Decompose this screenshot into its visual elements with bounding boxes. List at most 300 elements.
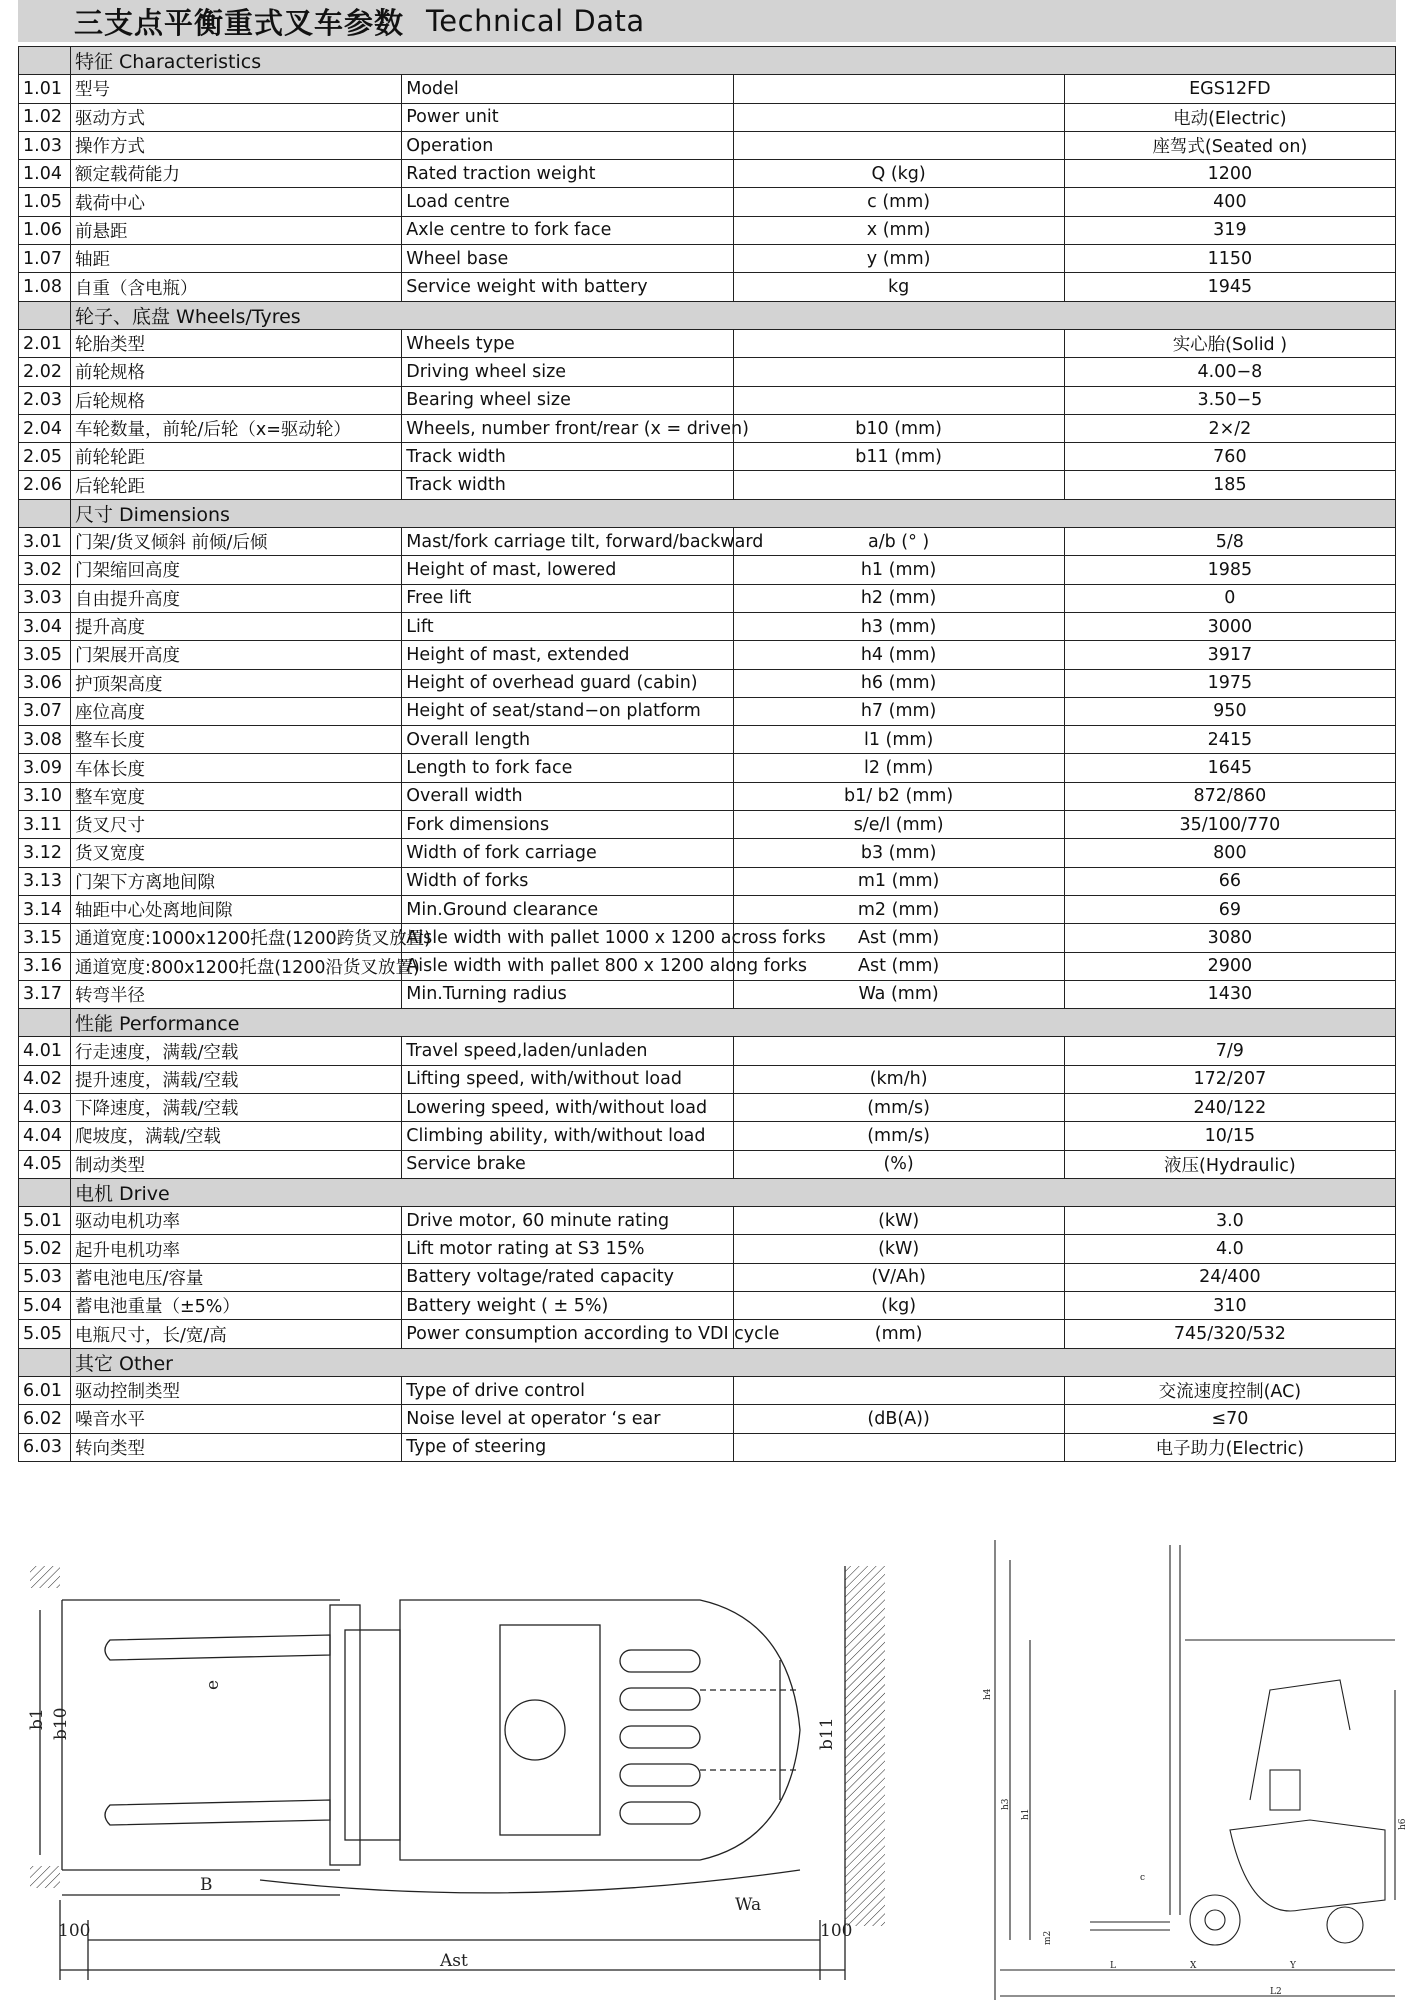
table-row bbox=[19, 528, 1396, 556]
row-label-en: Aisle width with pallet 1000 x 1200 across forks bbox=[402, 924, 733, 952]
table-row bbox=[19, 782, 1396, 810]
row-unit bbox=[733, 471, 1064, 499]
table-row bbox=[19, 924, 1396, 952]
row-label-zh: 驱动方式 bbox=[71, 103, 402, 131]
row-number: 2.06 bbox=[19, 471, 71, 499]
section-title: 尺寸 Dimensions bbox=[71, 499, 1396, 527]
row-label-en: Battery voltage/rated capacity bbox=[402, 1263, 733, 1291]
row-unit: b3 (mm) bbox=[733, 839, 1064, 867]
label-L2: L2 bbox=[1270, 1987, 1282, 1997]
section-header bbox=[19, 1348, 1396, 1376]
row-number: 3.03 bbox=[19, 584, 71, 612]
spec-table bbox=[18, 46, 1396, 1462]
section-header bbox=[19, 1009, 1396, 1037]
row-label-en: Overall length bbox=[402, 726, 733, 754]
row-label-en: Load centre bbox=[402, 188, 733, 216]
row-label-zh: 载荷中心 bbox=[71, 188, 402, 216]
row-label-zh: 操作方式 bbox=[71, 131, 402, 159]
label-100-right: 100 bbox=[820, 1921, 853, 1941]
row-label-zh: 前轮规格 bbox=[71, 358, 402, 386]
row-number: 5.05 bbox=[19, 1320, 71, 1348]
row-number: 6.01 bbox=[19, 1376, 71, 1404]
row-label-en: Climbing ability, with/without load bbox=[402, 1122, 733, 1150]
row-number: 1.03 bbox=[19, 131, 71, 159]
row-number: 5.03 bbox=[19, 1263, 71, 1291]
table-row bbox=[19, 754, 1396, 782]
row-number: 2.02 bbox=[19, 358, 71, 386]
row-value: 2415 bbox=[1064, 726, 1395, 754]
title-english: Technical Data bbox=[426, 4, 645, 38]
label-m2: m2 bbox=[1043, 1930, 1053, 1945]
table-row bbox=[19, 641, 1396, 669]
section-header-blank bbox=[19, 499, 71, 527]
row-unit: Ast (mm) bbox=[733, 924, 1064, 952]
row-value: 1150 bbox=[1064, 245, 1395, 273]
label-Ast: Ast bbox=[440, 1951, 468, 1971]
row-label-zh: 前悬距 bbox=[71, 216, 402, 244]
table-row bbox=[19, 1093, 1396, 1121]
row-label-zh: 轮胎类型 bbox=[71, 329, 402, 357]
row-label-en: Height of mast, lowered bbox=[402, 556, 733, 584]
row-unit: (kW) bbox=[733, 1207, 1064, 1235]
row-number: 3.12 bbox=[19, 839, 71, 867]
row-value: 2900 bbox=[1064, 952, 1395, 980]
table-row bbox=[19, 1376, 1396, 1404]
row-label-en: Height of seat/stand−on platform bbox=[402, 697, 733, 725]
row-unit: (mm/s) bbox=[733, 1122, 1064, 1150]
section-header-blank bbox=[19, 1009, 71, 1037]
row-label-en: Length to fork face bbox=[402, 754, 733, 782]
row-label-en: Lowering speed, with/without load bbox=[402, 1093, 733, 1121]
row-value: EGS12FD bbox=[1064, 75, 1395, 103]
row-unit: (kW) bbox=[733, 1235, 1064, 1263]
table-row bbox=[19, 103, 1396, 131]
label-h1: h1 bbox=[1021, 1808, 1031, 1820]
row-number: 4.03 bbox=[19, 1093, 71, 1121]
row-label-zh: 轴距中心处离地间隙 bbox=[71, 895, 402, 923]
row-label-zh: 噪音水平 bbox=[71, 1405, 402, 1433]
row-unit: m2 (mm) bbox=[733, 895, 1064, 923]
row-value: 4.00−8 bbox=[1064, 358, 1395, 386]
row-label-en: Mast/fork carriage tilt, forward/backward bbox=[402, 528, 733, 556]
section-header-blank bbox=[19, 301, 71, 329]
row-label-zh: 驱动电机功率 bbox=[71, 1207, 402, 1235]
row-label-en: Height of overhead guard (cabin) bbox=[402, 669, 733, 697]
row-label-zh: 型号 bbox=[71, 75, 402, 103]
row-label-zh: 通道宽度:1000x1200托盘(1200跨货叉放置) bbox=[71, 924, 402, 952]
row-value: 液压(Hydraulic) bbox=[1064, 1150, 1395, 1178]
row-unit: (%) bbox=[733, 1150, 1064, 1178]
row-number: 3.05 bbox=[19, 641, 71, 669]
table-row bbox=[19, 1405, 1396, 1433]
row-label-zh: 护顶架高度 bbox=[71, 669, 402, 697]
row-number: 3.04 bbox=[19, 612, 71, 640]
row-label-en: Lift motor rating at S3 15% bbox=[402, 1235, 733, 1263]
section-title: 电机 Drive bbox=[71, 1178, 1396, 1206]
row-label-zh: 下降速度，满载/空载 bbox=[71, 1093, 402, 1121]
row-value: 319 bbox=[1064, 216, 1395, 244]
row-value: 电动(Electric) bbox=[1064, 103, 1395, 131]
section-header-blank bbox=[19, 47, 71, 75]
row-value: 3080 bbox=[1064, 924, 1395, 952]
row-label-zh: 门架/货叉倾斜 前倾/后倾 bbox=[71, 528, 402, 556]
table-row bbox=[19, 386, 1396, 414]
row-label-en: Bearing wheel size bbox=[402, 386, 733, 414]
row-number: 3.16 bbox=[19, 952, 71, 980]
row-number: 2.04 bbox=[19, 414, 71, 442]
row-unit: (mm) bbox=[733, 1320, 1064, 1348]
row-number: 6.03 bbox=[19, 1433, 71, 1461]
row-number: 3.06 bbox=[19, 669, 71, 697]
row-number: 3.13 bbox=[19, 867, 71, 895]
table-row bbox=[19, 1207, 1396, 1235]
table-row bbox=[19, 1292, 1396, 1320]
row-unit bbox=[733, 386, 1064, 414]
row-number: 1.01 bbox=[19, 75, 71, 103]
section-header bbox=[19, 47, 1396, 75]
row-label-en: Battery weight ( ± 5%) bbox=[402, 1292, 733, 1320]
row-unit bbox=[733, 1376, 1064, 1404]
row-label-zh: 货叉宽度 bbox=[71, 839, 402, 867]
row-label-en: Type of drive control bbox=[402, 1376, 733, 1404]
row-label-zh: 提升高度 bbox=[71, 612, 402, 640]
label-h6: h6 bbox=[1398, 1818, 1408, 1830]
row-value: 66 bbox=[1064, 867, 1395, 895]
page-header bbox=[18, 0, 1396, 42]
section-title: 特征 Characteristics bbox=[71, 47, 1396, 75]
row-unit: c (mm) bbox=[733, 188, 1064, 216]
row-label-en: Free lift bbox=[402, 584, 733, 612]
row-label-en: Axle centre to fork face bbox=[402, 216, 733, 244]
row-label-en: Service weight with battery bbox=[402, 273, 733, 301]
row-value: 3.0 bbox=[1064, 1207, 1395, 1235]
row-unit: h6 (mm) bbox=[733, 669, 1064, 697]
row-value: 电子助力(Electric) bbox=[1064, 1433, 1395, 1461]
row-number: 1.07 bbox=[19, 245, 71, 273]
row-label-zh: 提升速度，满载/空载 bbox=[71, 1065, 402, 1093]
row-label-zh: 后轮规格 bbox=[71, 386, 402, 414]
row-label-en: Lifting speed, with/without load bbox=[402, 1065, 733, 1093]
table-row bbox=[19, 697, 1396, 725]
row-value: 0 bbox=[1064, 584, 1395, 612]
section-title: 轮子、底盘 Wheels/Tyres bbox=[71, 301, 1396, 329]
row-label-zh: 爬坡度，满载/空载 bbox=[71, 1122, 402, 1150]
row-label-zh: 车体长度 bbox=[71, 754, 402, 782]
row-number: 1.06 bbox=[19, 216, 71, 244]
section-header-blank bbox=[19, 1348, 71, 1376]
row-label-zh: 转向类型 bbox=[71, 1433, 402, 1461]
row-label-zh: 货叉尺寸 bbox=[71, 811, 402, 839]
row-value: 座驾式(Seated on) bbox=[1064, 131, 1395, 159]
row-value: 35/100/770 bbox=[1064, 811, 1395, 839]
row-unit: (kg) bbox=[733, 1292, 1064, 1320]
section-title: 其它 Other bbox=[71, 1348, 1396, 1376]
table-row bbox=[19, 443, 1396, 471]
row-label-zh: 前轮轮距 bbox=[71, 443, 402, 471]
table-row bbox=[19, 273, 1396, 301]
table-row bbox=[19, 75, 1396, 103]
row-unit bbox=[733, 358, 1064, 386]
table-row bbox=[19, 839, 1396, 867]
label-Wa: Wa bbox=[735, 1895, 762, 1915]
row-unit: Ast (mm) bbox=[733, 952, 1064, 980]
row-value: ≤70 bbox=[1064, 1405, 1395, 1433]
row-label-zh: 额定载荷能力 bbox=[71, 160, 402, 188]
row-label-zh: 后轮轮距 bbox=[71, 471, 402, 499]
table-row bbox=[19, 612, 1396, 640]
row-label-en: Service brake bbox=[402, 1150, 733, 1178]
table-row bbox=[19, 726, 1396, 754]
row-value: 1985 bbox=[1064, 556, 1395, 584]
table-row bbox=[19, 584, 1396, 612]
row-unit bbox=[733, 1433, 1064, 1461]
row-number: 3.08 bbox=[19, 726, 71, 754]
row-label-en: Type of steering bbox=[402, 1433, 733, 1461]
row-number: 4.04 bbox=[19, 1122, 71, 1150]
table-row bbox=[19, 131, 1396, 159]
row-label-zh: 通道宽度:800x1200托盘(1200沿货叉放置) bbox=[71, 952, 402, 980]
row-unit bbox=[733, 329, 1064, 357]
row-label-en: Track width bbox=[402, 443, 733, 471]
table-row bbox=[19, 1320, 1396, 1348]
table-row bbox=[19, 216, 1396, 244]
row-label-zh: 驱动控制类型 bbox=[71, 1376, 402, 1404]
section-header bbox=[19, 1178, 1396, 1206]
table-row bbox=[19, 414, 1396, 442]
row-label-en: Noise level at operator ‘s ear bbox=[402, 1405, 733, 1433]
table-row bbox=[19, 811, 1396, 839]
row-unit bbox=[733, 131, 1064, 159]
row-label-zh: 蓄电池电压/容量 bbox=[71, 1263, 402, 1291]
table-row bbox=[19, 895, 1396, 923]
label-c: c bbox=[1140, 1873, 1146, 1883]
row-label-en: Width of forks bbox=[402, 867, 733, 895]
row-unit: x (mm) bbox=[733, 216, 1064, 244]
row-label-zh: 电瓶尺寸，长/宽/高 bbox=[71, 1320, 402, 1348]
label-h3: h3 bbox=[1001, 1798, 1011, 1810]
row-value: 310 bbox=[1064, 1292, 1395, 1320]
section-header-blank bbox=[19, 1178, 71, 1206]
row-value: 1945 bbox=[1064, 273, 1395, 301]
row-value: 1200 bbox=[1064, 160, 1395, 188]
row-unit: b1/ b2 (mm) bbox=[733, 782, 1064, 810]
row-number: 1.05 bbox=[19, 188, 71, 216]
row-label-zh: 起升电机功率 bbox=[71, 1235, 402, 1263]
table-row bbox=[19, 1235, 1396, 1263]
row-label-zh: 门架缩回高度 bbox=[71, 556, 402, 584]
row-value: 69 bbox=[1064, 895, 1395, 923]
label-X: X bbox=[1190, 1961, 1197, 1971]
row-label-en: Height of mast, extended bbox=[402, 641, 733, 669]
row-number: 3.07 bbox=[19, 697, 71, 725]
row-label-en: Overall width bbox=[402, 782, 733, 810]
table-row bbox=[19, 1065, 1396, 1093]
row-value: 872/860 bbox=[1064, 782, 1395, 810]
row-label-en: Driving wheel size bbox=[402, 358, 733, 386]
row-unit: l2 (mm) bbox=[733, 754, 1064, 782]
row-unit: h3 (mm) bbox=[733, 612, 1064, 640]
row-number: 5.04 bbox=[19, 1292, 71, 1320]
row-label-zh: 门架展开高度 bbox=[71, 641, 402, 669]
row-value: 10/15 bbox=[1064, 1122, 1395, 1150]
row-label-zh: 整车宽度 bbox=[71, 782, 402, 810]
row-label-en: Min.Turning radius bbox=[402, 980, 733, 1008]
row-unit: a/b (° ) bbox=[733, 528, 1064, 556]
row-number: 3.01 bbox=[19, 528, 71, 556]
row-label-zh: 蓄电池重量（±5%） bbox=[71, 1292, 402, 1320]
row-label-en: Wheel base bbox=[402, 245, 733, 273]
row-label-zh: 座位高度 bbox=[71, 697, 402, 725]
row-label-en: Fork dimensions bbox=[402, 811, 733, 839]
row-number: 3.11 bbox=[19, 811, 71, 839]
table-row bbox=[19, 556, 1396, 584]
row-value: 7/9 bbox=[1064, 1037, 1395, 1065]
row-unit: kg bbox=[733, 273, 1064, 301]
row-label-zh: 行走速度，满载/空载 bbox=[71, 1037, 402, 1065]
section-header bbox=[19, 301, 1396, 329]
title-chinese: 三支点平衡重式叉车参数 bbox=[74, 5, 405, 40]
table-row bbox=[19, 160, 1396, 188]
row-number: 5.02 bbox=[19, 1235, 71, 1263]
row-number: 3.17 bbox=[19, 980, 71, 1008]
row-number: 2.01 bbox=[19, 329, 71, 357]
row-label-zh: 整车长度 bbox=[71, 726, 402, 754]
row-label-en: Power unit bbox=[402, 103, 733, 131]
table-row bbox=[19, 867, 1396, 895]
row-number: 3.02 bbox=[19, 556, 71, 584]
table-row bbox=[19, 1037, 1396, 1065]
row-value: 2×/2 bbox=[1064, 414, 1395, 442]
row-unit bbox=[733, 103, 1064, 131]
table-row bbox=[19, 245, 1396, 273]
label-b11: b11 bbox=[817, 1717, 837, 1750]
row-number: 1.02 bbox=[19, 103, 71, 131]
row-value: 3917 bbox=[1064, 641, 1395, 669]
row-number: 4.01 bbox=[19, 1037, 71, 1065]
row-label-zh: 制动类型 bbox=[71, 1150, 402, 1178]
row-label-en: Power consumption according to VDI cycle bbox=[402, 1320, 733, 1348]
table-row bbox=[19, 952, 1396, 980]
row-unit: h1 (mm) bbox=[733, 556, 1064, 584]
label-L: L bbox=[1110, 1961, 1116, 1971]
row-unit: h4 (mm) bbox=[733, 641, 1064, 669]
row-label-en: Min.Ground clearance bbox=[402, 895, 733, 923]
label-b10: b10 bbox=[51, 1707, 71, 1740]
row-label-en: Wheels type bbox=[402, 329, 733, 357]
label-B: B bbox=[200, 1875, 213, 1895]
row-unit bbox=[733, 75, 1064, 103]
row-value: 24/400 bbox=[1064, 1263, 1395, 1291]
row-number: 3.09 bbox=[19, 754, 71, 782]
row-label-en: Lift bbox=[402, 612, 733, 640]
table-row bbox=[19, 980, 1396, 1008]
table-row bbox=[19, 1263, 1396, 1291]
row-unit: l1 (mm) bbox=[733, 726, 1064, 754]
top-view-drawing bbox=[30, 1566, 885, 1980]
row-label-zh: 自重（含电瓶） bbox=[71, 273, 402, 301]
table-row bbox=[19, 188, 1396, 216]
row-label-en: Wheels, number front/rear (x = driven) bbox=[402, 414, 733, 442]
row-unit: Wa (mm) bbox=[733, 980, 1064, 1008]
row-number: 1.04 bbox=[19, 160, 71, 188]
row-unit: (km/h) bbox=[733, 1065, 1064, 1093]
table-row bbox=[19, 1433, 1396, 1461]
row-number: 2.03 bbox=[19, 386, 71, 414]
row-label-zh: 轴距 bbox=[71, 245, 402, 273]
row-value: 400 bbox=[1064, 188, 1395, 216]
row-unit: h7 (mm) bbox=[733, 697, 1064, 725]
row-label-zh: 转弯半径 bbox=[71, 980, 402, 1008]
row-label-en: Rated traction weight bbox=[402, 160, 733, 188]
row-value: 3.50−5 bbox=[1064, 386, 1395, 414]
row-value: 760 bbox=[1064, 443, 1395, 471]
label-100-left: 100 bbox=[58, 1921, 91, 1941]
row-value: 240/122 bbox=[1064, 1093, 1395, 1121]
dimension-drawings bbox=[0, 1500, 1421, 2012]
row-unit: b10 (mm) bbox=[733, 414, 1064, 442]
side-view-drawing bbox=[995, 1540, 1395, 2000]
row-number: 4.02 bbox=[19, 1065, 71, 1093]
row-value: 3000 bbox=[1064, 612, 1395, 640]
row-unit bbox=[733, 1037, 1064, 1065]
row-unit: b11 (mm) bbox=[733, 443, 1064, 471]
row-unit: h2 (mm) bbox=[733, 584, 1064, 612]
row-value: 950 bbox=[1064, 697, 1395, 725]
table-row bbox=[19, 358, 1396, 386]
row-value: 172/207 bbox=[1064, 1065, 1395, 1093]
row-label-zh: 车轮数量，前轮/后轮（x=驱动轮） bbox=[71, 414, 402, 442]
row-value: 1645 bbox=[1064, 754, 1395, 782]
row-number: 5.01 bbox=[19, 1207, 71, 1235]
row-number: 3.10 bbox=[19, 782, 71, 810]
row-value: 745/320/532 bbox=[1064, 1320, 1395, 1348]
row-value: 1975 bbox=[1064, 669, 1395, 697]
row-unit: (V/Ah) bbox=[733, 1263, 1064, 1291]
row-number: 6.02 bbox=[19, 1405, 71, 1433]
row-label-en: Track width bbox=[402, 471, 733, 499]
row-value: 185 bbox=[1064, 471, 1395, 499]
row-value: 交流速度控制(AC) bbox=[1064, 1376, 1395, 1404]
row-label-en: Operation bbox=[402, 131, 733, 159]
label-b1: b1 bbox=[27, 1708, 47, 1730]
row-number: 3.15 bbox=[19, 924, 71, 952]
section-title: 性能 Performance bbox=[71, 1009, 1396, 1037]
row-value: 1430 bbox=[1064, 980, 1395, 1008]
row-number: 2.05 bbox=[19, 443, 71, 471]
row-value: 5/8 bbox=[1064, 528, 1395, 556]
row-label-en: Aisle width with pallet 800 x 1200 along forks bbox=[402, 952, 733, 980]
row-unit: s/e/l (mm) bbox=[733, 811, 1064, 839]
label-Y: Y bbox=[1290, 1961, 1296, 1971]
row-label-zh: 自由提升高度 bbox=[71, 584, 402, 612]
row-unit: y (mm) bbox=[733, 245, 1064, 273]
row-unit: (dB(A)) bbox=[733, 1405, 1064, 1433]
label-h4: h4 bbox=[983, 1688, 993, 1700]
label-e: e bbox=[203, 1679, 223, 1690]
row-label-en: Drive motor, 60 minute rating bbox=[402, 1207, 733, 1235]
table-row bbox=[19, 1150, 1396, 1178]
table-row bbox=[19, 471, 1396, 499]
section-header bbox=[19, 499, 1396, 527]
row-number: 3.14 bbox=[19, 895, 71, 923]
table-row bbox=[19, 329, 1396, 357]
row-value: 800 bbox=[1064, 839, 1395, 867]
row-value: 4.0 bbox=[1064, 1235, 1395, 1263]
row-label-en: Travel speed,laden/unladen bbox=[402, 1037, 733, 1065]
row-unit: Q (kg) bbox=[733, 160, 1064, 188]
row-unit: (mm/s) bbox=[733, 1093, 1064, 1121]
table-row bbox=[19, 669, 1396, 697]
